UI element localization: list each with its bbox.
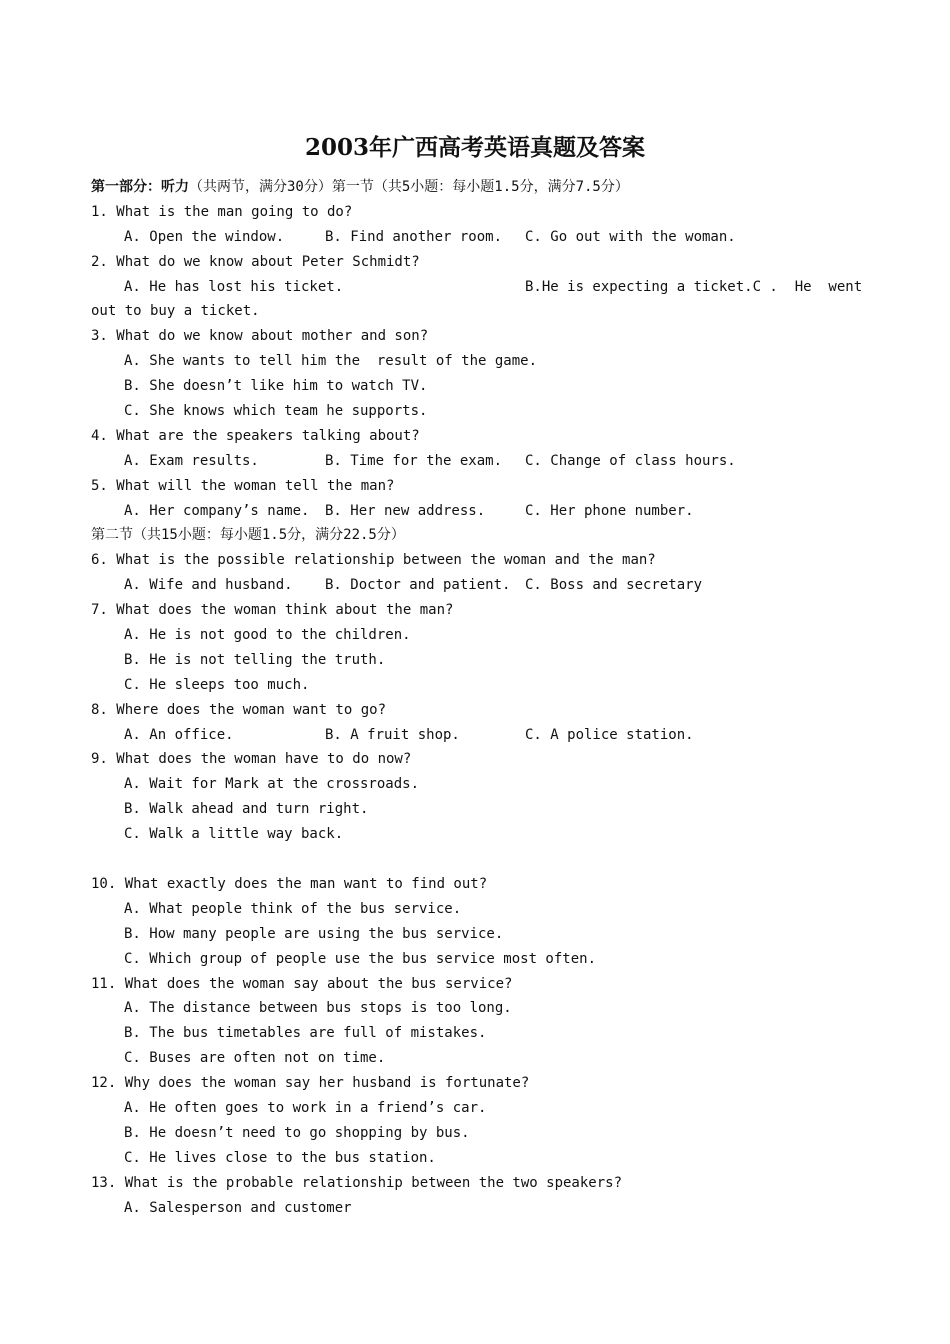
option-b: B. Time for the exam. <box>325 452 503 469</box>
option-c: C. She knows which team he supports. <box>124 403 428 420</box>
question-11-stem: 11. What does the woman say about the bus service? <box>91 975 513 992</box>
option-b: B. Walk ahead and turn right. <box>124 801 369 818</box>
question-list <box>91 175 871 1220</box>
blank-line <box>91 847 871 872</box>
part1-heading-rest: （共两节，满分30分）第一节（共5小题：每小题1.5分，满分7.5分） <box>189 179 629 195</box>
option-a: A. Her company’s name. <box>124 502 310 519</box>
question-6-stem: 6. What is the possible relationship between the woman and the man? <box>91 552 656 569</box>
option-b: B. A fruit shop. <box>325 726 460 743</box>
option-a: A. Wait for Mark at the crossroads. <box>124 776 420 793</box>
question-5-stem: 5. What will the woman tell the man? <box>91 477 395 494</box>
question-2-continuation: out to buy a ticket. <box>91 303 260 320</box>
question-6-options <box>91 573 871 598</box>
question-2-options <box>91 275 871 300</box>
question-7-stem: 7. What does the woman think about the man? <box>91 602 454 619</box>
option-a: A. Wife and husband. <box>124 577 293 594</box>
question-1-stem: 1. What is the man going to do? <box>91 203 353 220</box>
option-c: C. He sleeps too much. <box>124 676 310 693</box>
option-c: C. Her phone number. <box>525 502 694 519</box>
option-b: B. She doesn’t like him to watch TV. <box>124 378 428 395</box>
option-c: C. Walk a little way back. <box>124 826 344 843</box>
question-8-options <box>91 723 871 748</box>
part1-heading <box>91 175 871 200</box>
part1-heading-bold: 第一部分：听力 <box>91 179 189 195</box>
option-c: C. Buses are often not on time. <box>124 1050 386 1067</box>
option-a: A. Exam results. <box>124 452 259 469</box>
question-5-options <box>91 499 871 524</box>
question-12-stem: 12. Why does the woman say her husband is fortunate? <box>91 1075 530 1092</box>
question-4-stem: 4. What are the speakers talking about? <box>91 427 420 444</box>
option-b: B. Her new address. <box>325 502 486 519</box>
question-13-stem: 13. What is the probable relationship between the two speakers? <box>91 1174 623 1191</box>
option-c: C. Which group of people use the bus service most often. <box>124 950 597 967</box>
question-2-stem: 2. What do we know about Peter Schmidt? <box>91 253 420 270</box>
option-a: A. Salesperson and customer <box>124 1199 352 1216</box>
option-c: C. Change of class hours. <box>525 452 736 469</box>
option-a: A. What people think of the bus service. <box>124 900 462 917</box>
option-a: A. Open the window. <box>124 228 285 245</box>
option-a: A. He often goes to work in a friend’s car. <box>124 1099 487 1116</box>
option-b: B. Doctor and patient. <box>325 577 511 594</box>
question-9-stem: 9. What does the woman have to do now? <box>91 751 412 768</box>
option-b: B. Find another room. <box>325 228 503 245</box>
question-8-stem: 8. Where does the woman want to go? <box>91 701 387 718</box>
question-1-options <box>91 225 871 250</box>
option-b: B. How many people are using the bus service. <box>124 925 504 942</box>
option-c: C. A police station. <box>525 726 694 743</box>
page-title: 2003年广西高考英语真题及答案 <box>304 134 645 161</box>
option-b: B. The bus timetables are full of mistakes. <box>124 1025 487 1042</box>
option-c: C. Go out with the woman. <box>525 228 736 245</box>
option-a: A. An office. <box>124 726 234 743</box>
option-b: B. He is not telling the truth. <box>124 651 386 668</box>
question-3-stem: 3. What do we know about mother and son? <box>91 328 429 345</box>
option-a: A. The distance between bus stops is too long. <box>124 1000 512 1017</box>
option-a: A. He is not good to the children. <box>124 627 411 644</box>
option-b-c: B.He is expecting a ticket.C . He went <box>525 278 863 295</box>
option-c: C. He lives close to the bus station. <box>124 1149 436 1166</box>
option-a: A. He has lost his ticket. <box>124 278 344 295</box>
option-a: A. She wants to tell him the result of the game. <box>124 353 538 370</box>
section2-heading: 第二节（共15小题：每小题1.5分，满分22.5分） <box>91 527 405 544</box>
question-4-options <box>91 449 871 474</box>
option-c: C. Boss and secretary <box>525 577 703 594</box>
question-10-stem: 10. What exactly does the man want to find out? <box>91 875 488 892</box>
option-b: B. He doesn’t need to go shopping by bus. <box>124 1124 470 1141</box>
